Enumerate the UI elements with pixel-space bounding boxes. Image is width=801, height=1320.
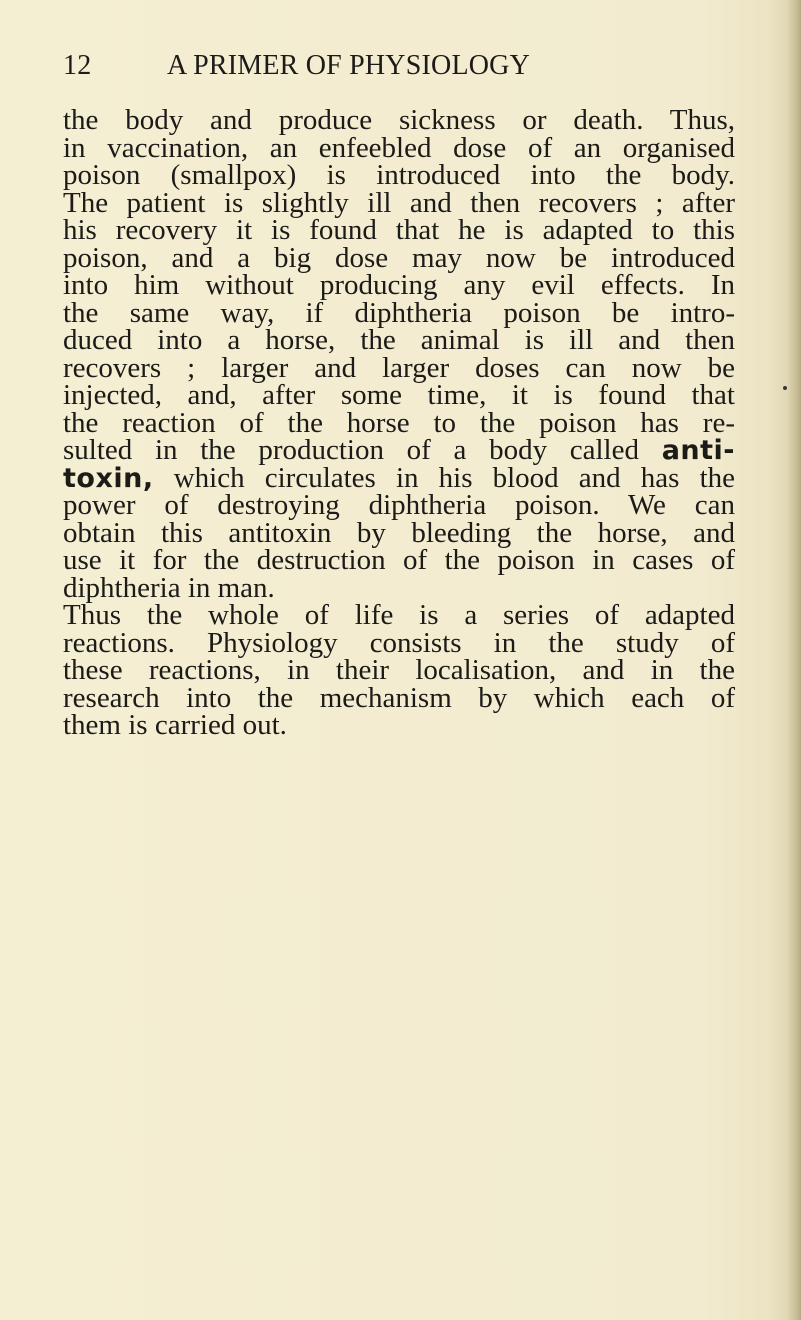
page-number: 12	[63, 50, 92, 81]
text-line	[63, 434, 735, 466]
text-line: diphtheria in man.	[63, 571, 275, 604]
text-line: use it for the destruction of the poison in cases of	[63, 544, 735, 576]
text-line: poison, and a big dose may now be introduced	[63, 241, 735, 274]
text-line: them is carried out.	[63, 709, 287, 741]
text-line: reactions. Physiology consists in the study of	[63, 626, 735, 659]
text-line: Thus the whole of life is a series of adapted	[63, 599, 735, 631]
text-line: these reactions, in their localisation, and in the	[63, 654, 735, 686]
text-line: the same way, if diphtheria poison be intro-	[63, 296, 735, 329]
text-line: poison (smallpox) is introduced into the body.	[63, 159, 735, 191]
text-line: duced into a horse, the animal is ill and then	[63, 324, 735, 356]
text-line: the body and produce sickness or death. Thus,	[63, 104, 735, 136]
text-line: obtain this antitoxin by bleeding the horse, and	[63, 516, 735, 549]
page-header	[63, 50, 713, 90]
bold-term-antitoxin-part1: anti-	[661, 435, 735, 466]
text-line	[63, 461, 735, 494]
text-line: injected, and, after some time, it is found that	[63, 379, 735, 411]
text-line: the reaction of the horse to the poison has re-	[63, 406, 735, 439]
text-line: in vaccination, an enfeebled dose of an organised	[63, 131, 735, 164]
text-segment: which circulates in his blood and has the	[153, 461, 735, 494]
bold-term-antitoxin-part2: toxin,	[63, 462, 154, 494]
text-line: his recovery it is found that he is adapted to this	[63, 214, 735, 246]
page-edge-shadow	[787, 0, 801, 1320]
running-title: A PRIMER OF PHYSIOLOGY	[167, 50, 531, 81]
body-text	[63, 104, 735, 741]
text-line: research into the mechanism by which each of	[63, 681, 735, 714]
text-segment: sulted in the production of a body called	[63, 434, 639, 466]
text-line: The patient is slightly ill and then recovers ; after	[63, 186, 735, 219]
text-line: power of destroying diphtheria poison. We can	[63, 489, 735, 521]
text-line: into him without producing any evil effects. In	[63, 269, 735, 301]
text-line: recovers ; larger and larger doses can now be	[63, 351, 735, 384]
